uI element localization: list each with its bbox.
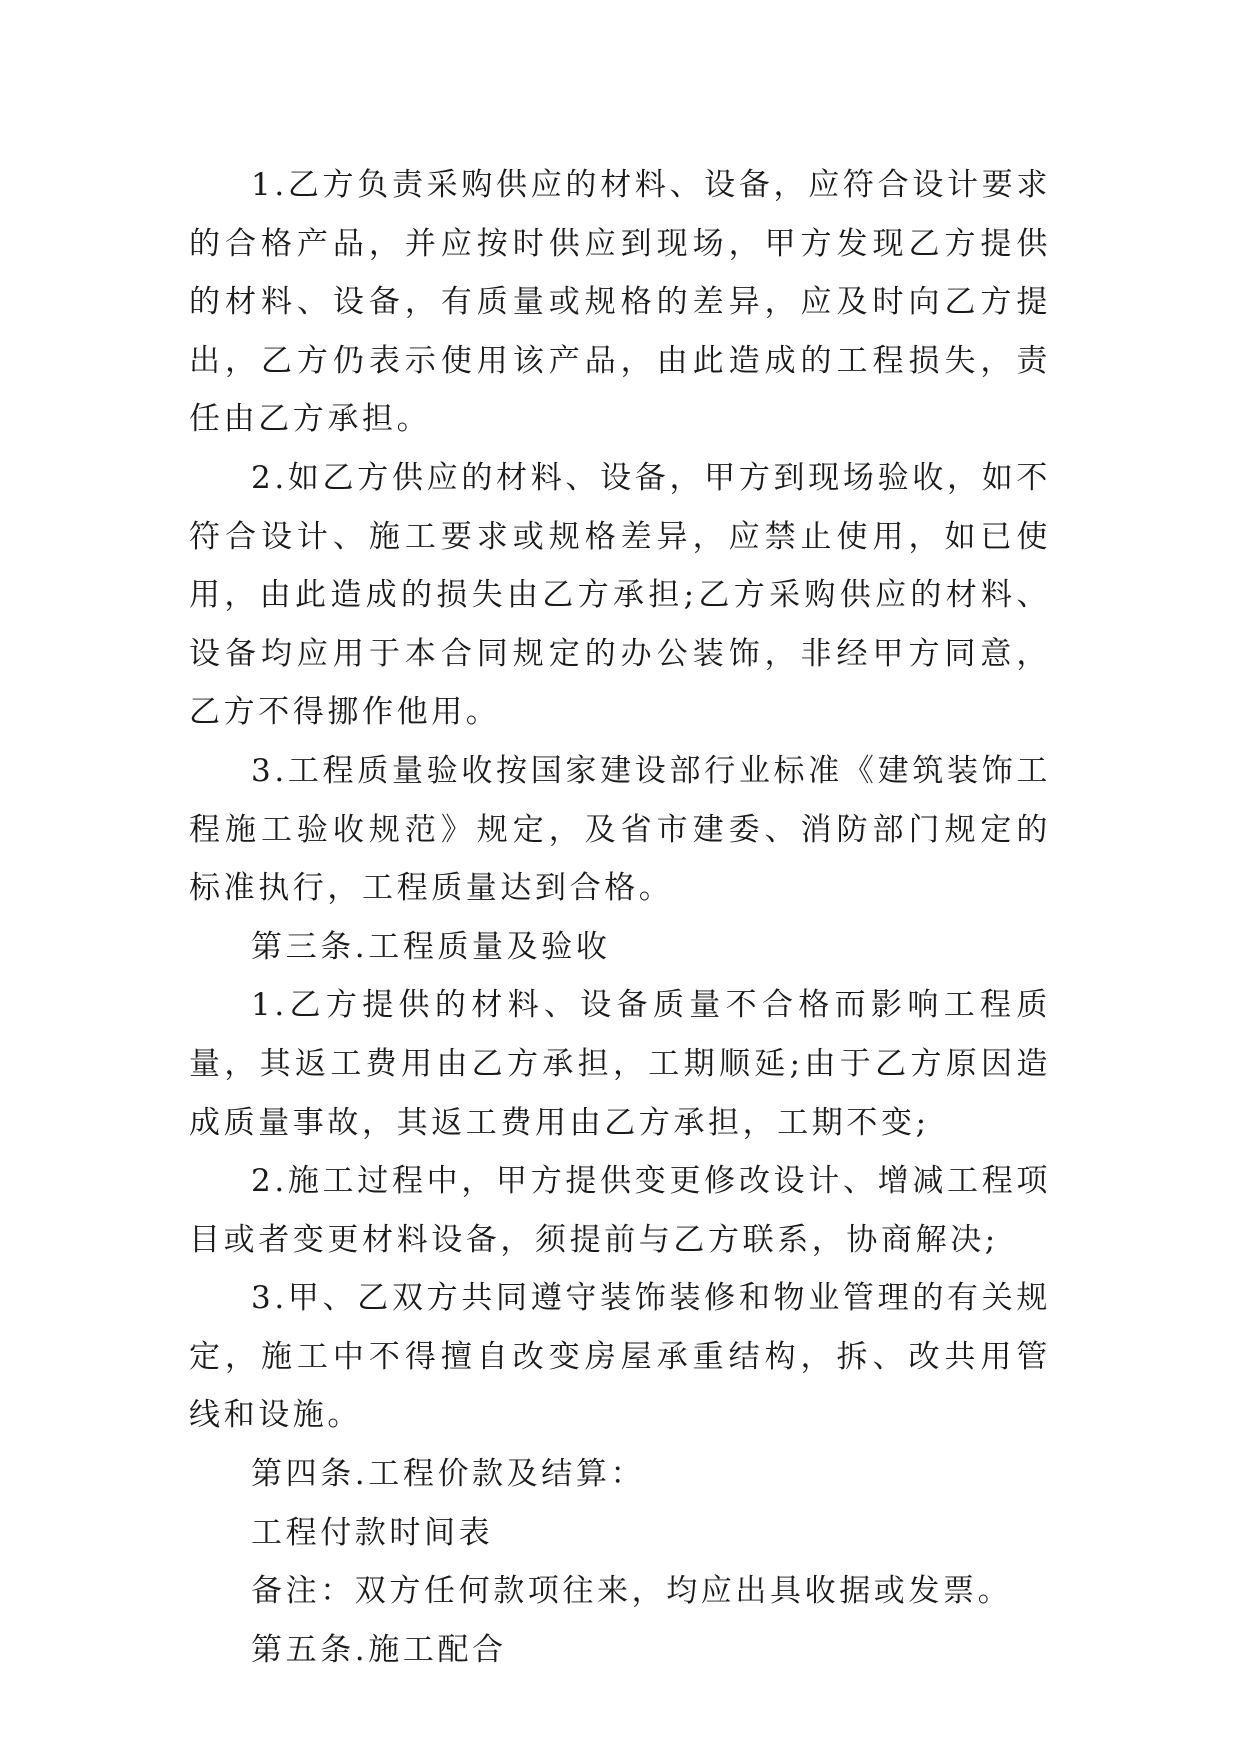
clause-compliance: 3.甲、乙双方共同遵守装饰装修和物业管理的有关规定，施工中不得擅自改变房屋承重结构，拆、改共用管线和设施。 <box>189 1280 1051 1434</box>
clause-quality-standard: 3.工程质量验收按国家建设部行业标准《建筑装饰工程施工验收规范》规定，及省市建委、消防部门规定的标准执行，工程质量达到合格。 <box>189 752 1051 907</box>
payment-remark: 备注：双方任何款项往来，均应出具收据或发票。 <box>251 1573 1013 1610</box>
article-four-heading: 第四条.工程价款及结算： <box>251 1456 646 1493</box>
article-five-heading: 第五条.施工配合 <box>251 1631 507 1668</box>
clause-rework-cost: 1.乙方提供的材料、设备质量不合格而影响工程质量，其返工费用由乙方承担，工期顺延;由于乙方原因造成质量事故，其返工费用由乙方承担，工期不变; <box>189 987 1051 1141</box>
clause-material-acceptance: 2.如乙方供应的材料、设备，甲方到现场验收，如不符合设计、施工要求或规格差异，应禁止使用，如已使用，由此造成的损失由乙方承担;乙方采购供应的材料、设备均应用于本合同规定的办公装饰，非经甲方同意，乙方不得挪作他用。 <box>189 459 1051 731</box>
article-three-heading: 第三条.工程质量及验收 <box>251 928 611 965</box>
payment-schedule-label: 工程付款时间表 <box>251 1514 494 1551</box>
clause-material-supply: 1.乙方负责采购供应的材料、设备，应符合设计要求的合格产品，并应按时供应到现场，甲方发现乙方提供的材料、设备，有质量或规格的差异，应及时向乙方提出，乙方仍表示使用该产品，由此造成的工程损失，责任由乙方承担。 <box>189 167 1051 438</box>
document-body <box>189 156 1051 1679</box>
clause-design-change: 2.施工过程中，甲方提供变更修改设计、增减工程项目或者变更材料设备，须提前与乙方联系，协商解决; <box>189 1163 1051 1258</box>
